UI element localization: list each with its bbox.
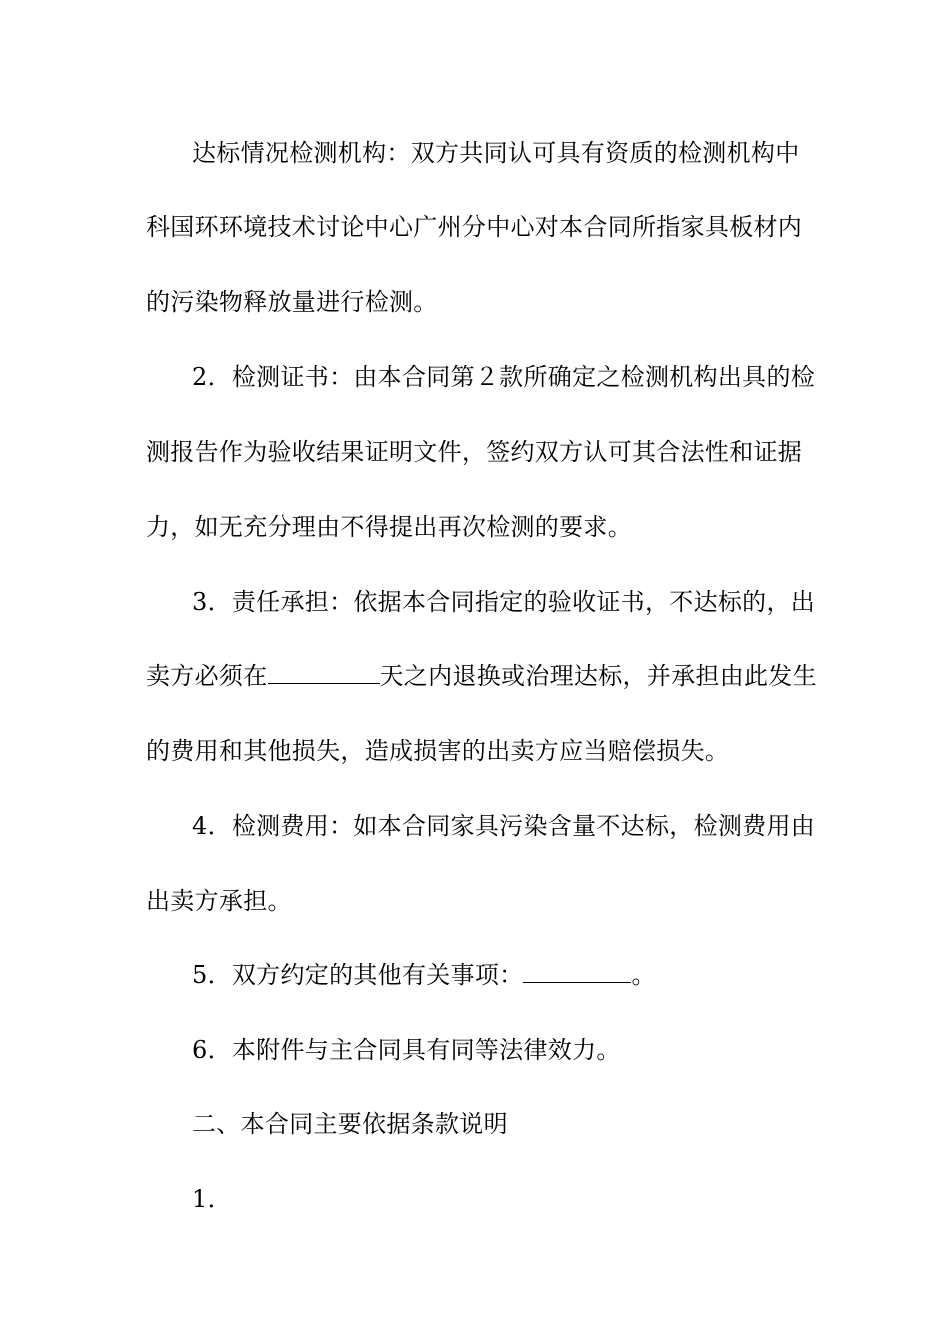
paragraph-line-10: 4．检测费用：如本合同家具污染含量不达标，检测费用由 <box>192 812 816 840</box>
fill-in-blank-other-matters <box>523 960 631 983</box>
line-8-start: 卖方必须在 <box>146 662 268 690</box>
paragraph-line-9: 的费用和其他损失，造成损害的出卖方应当赔偿损失。 <box>146 737 730 765</box>
line-12-start: 5．双方约定的其他有关事项： <box>192 961 524 989</box>
paragraph-line-7: 3．责任承担：依据本合同指定的验收证书，不达标的，出 <box>192 588 816 616</box>
paragraph-line-3: 的污染物释放量进行检测。 <box>146 288 438 316</box>
paragraph-line-14: 1． <box>192 1185 232 1213</box>
line-8-end: 天之内退换或治理达标，并承担由此发生 <box>379 662 817 690</box>
paragraph-line-8 <box>146 661 846 691</box>
section-heading: 二、本合同主要依据条款说明 <box>192 1110 508 1138</box>
paragraph-line-2: 科国环环境技术讨论中心广州分中心对本合同所指家具板材内 <box>146 213 803 241</box>
line-12-end: 。 <box>631 961 656 989</box>
paragraph-line-12 <box>192 960 892 990</box>
paragraph-line-13: 6．本附件与主合同具有同等法律效力。 <box>192 1036 621 1064</box>
paragraph-line-4: 2．检测证书：由本合同第２款所确定之检测机构出具的检 <box>192 363 816 391</box>
paragraph-line-6: 力，如无充分理由不得提出再次检测的要求。 <box>146 513 632 541</box>
paragraph-line-11: 出卖方承担。 <box>146 887 292 915</box>
paragraph-line-1: 达标情况检测机构：双方共同认可具有资质的检测机构中 <box>192 139 800 167</box>
fill-in-blank-days <box>268 661 380 684</box>
paragraph-line-5: 测报告作为验收结果证明文件，签约双方认可其合法性和证据 <box>146 438 803 466</box>
